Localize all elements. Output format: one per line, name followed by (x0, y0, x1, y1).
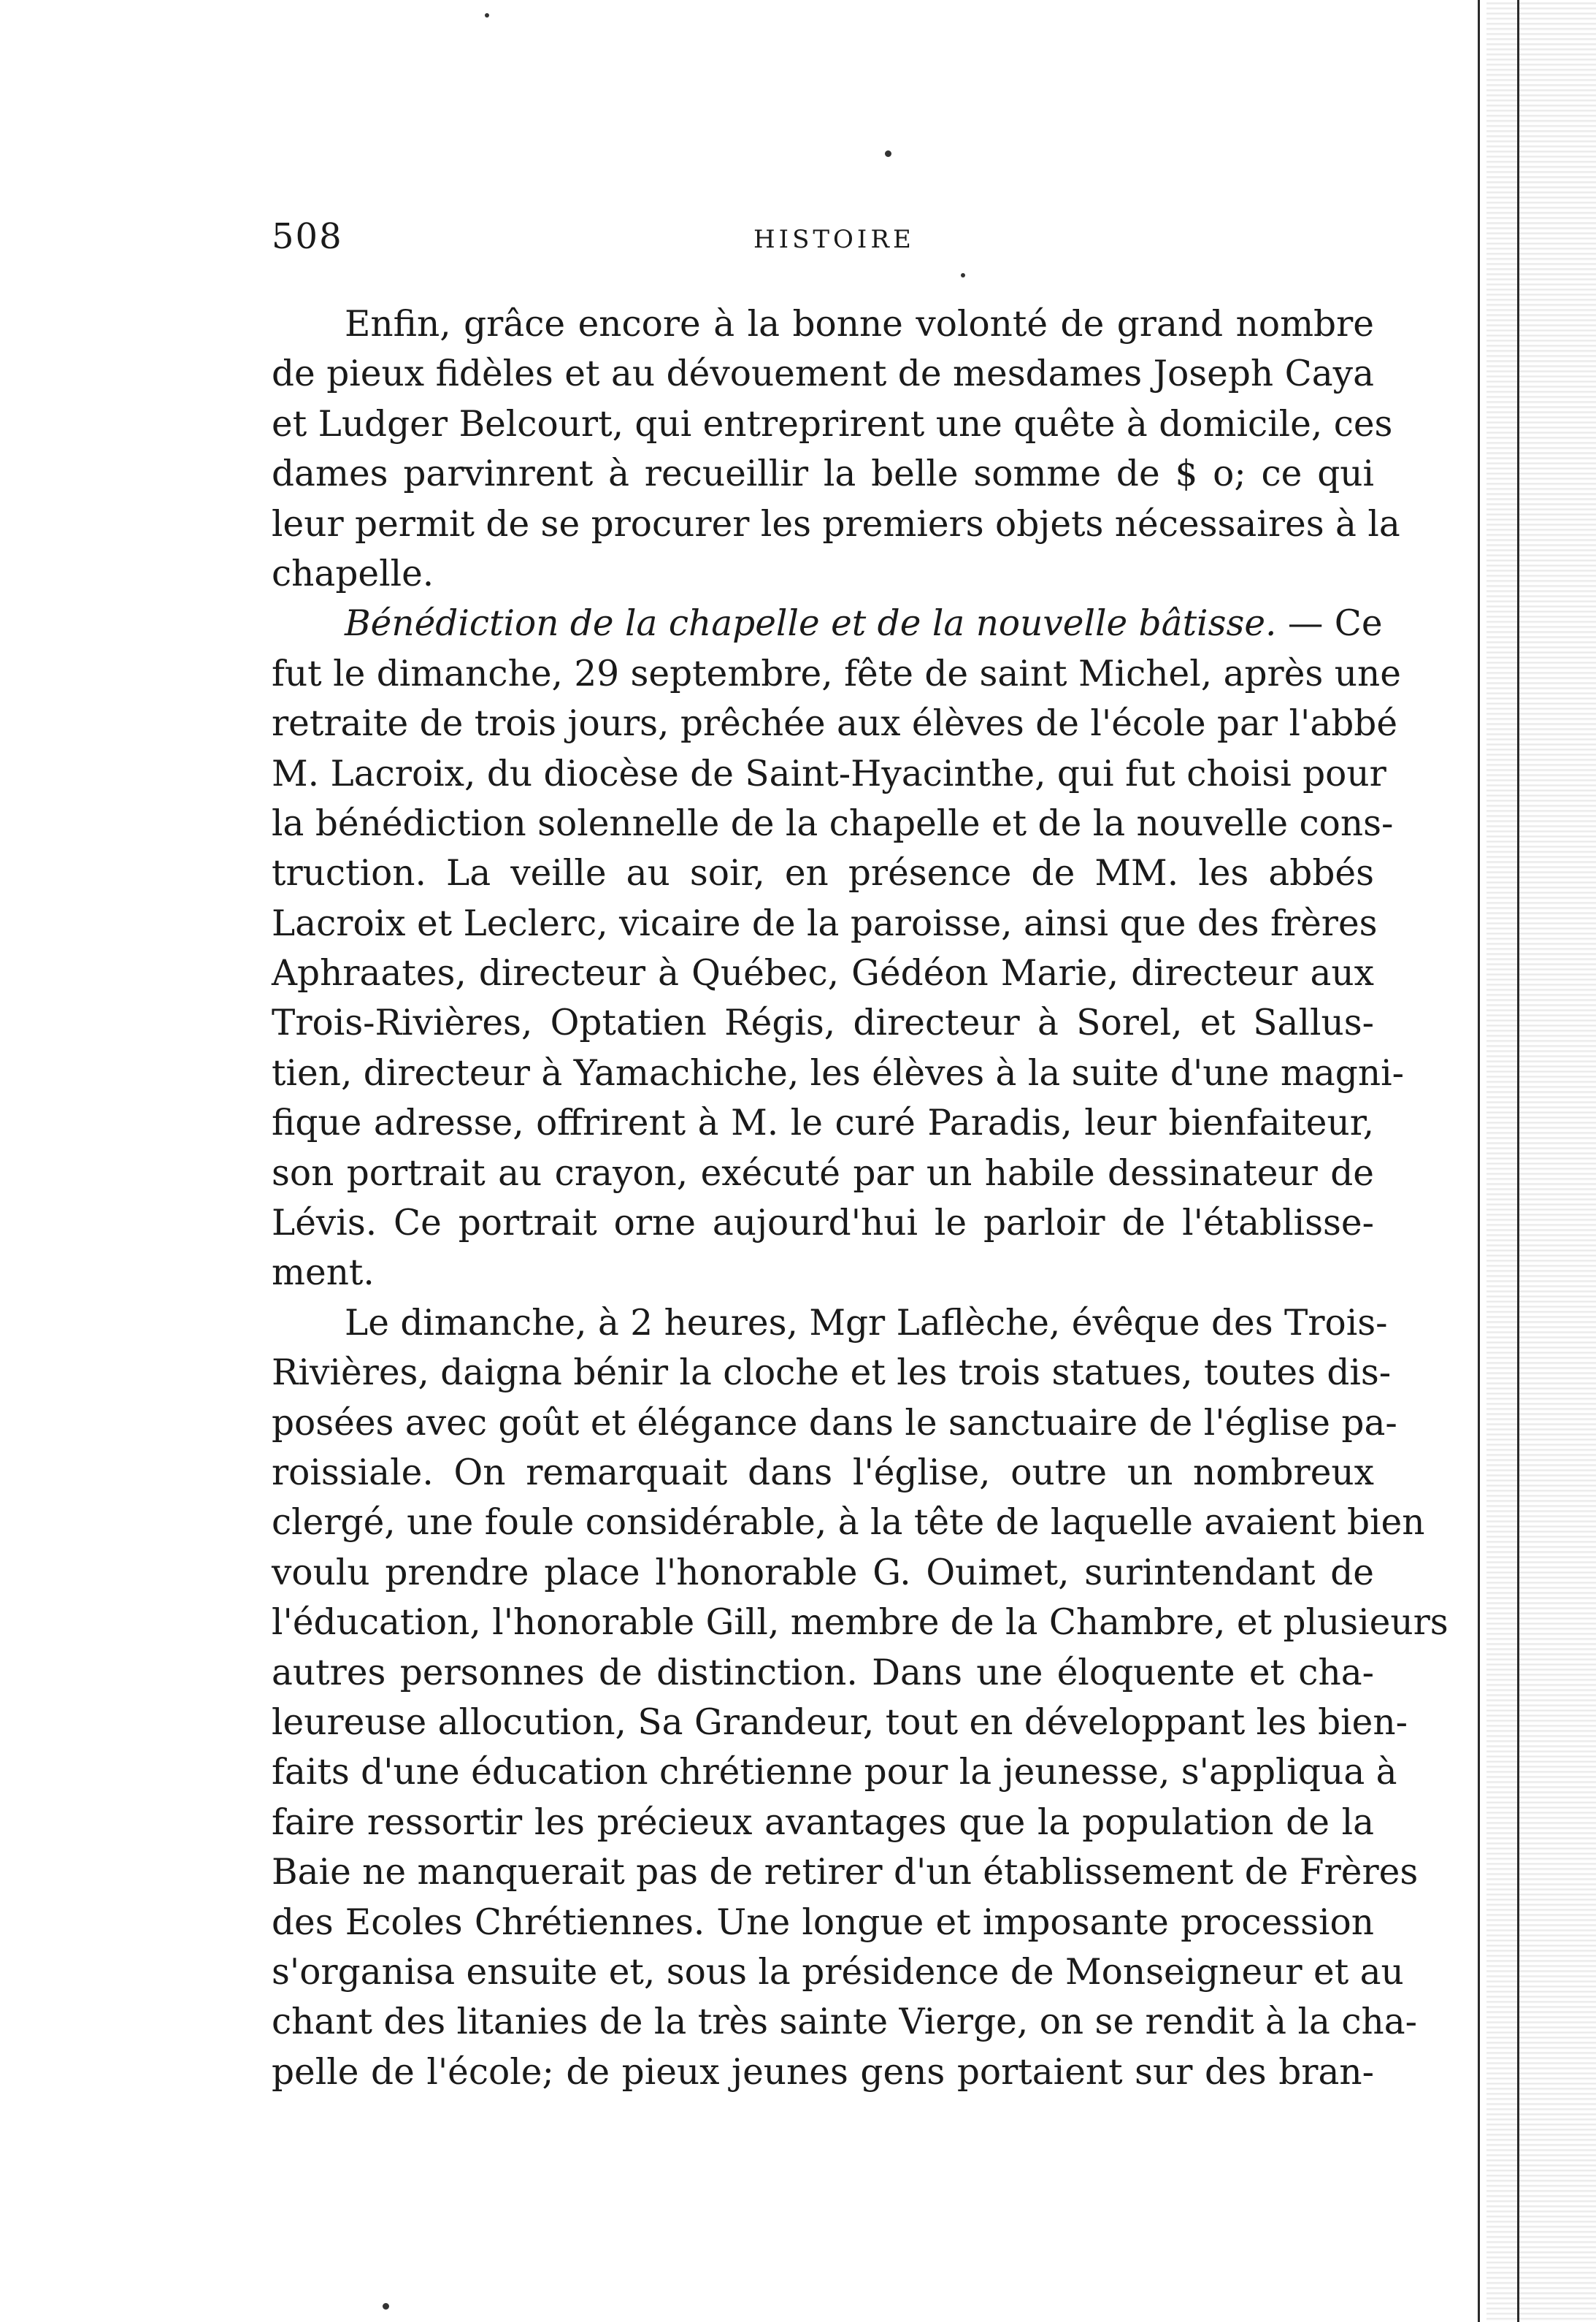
text-line: truction. La veille au soir, en présence de MM. les abbés (272, 853, 1374, 894)
text-line: son portrait au crayon, exécuté par un habile dessinateur de (272, 1152, 1374, 1194)
scan-speck (383, 2303, 389, 2310)
page-edge-line (1478, 0, 1480, 2322)
text-line: posées avec goût et élégance dans le sanctuaire de l'église pa- (272, 1402, 1397, 1444)
scan-speck (961, 273, 965, 277)
text-line: fique adresse, offrirent à M. le curé Paradis, leur bienfaiteur, (272, 1103, 1374, 1144)
text-line: Aphraates, directeur à Québec, Gédéon Marie, directeur aux (272, 953, 1374, 995)
text-line: s'organisa ensuite et, sous la présidence de Monseigneur et au (272, 1951, 1404, 1993)
section-title: Bénédiction de la chapelle et de la nouvelle bâtisse. (345, 603, 1277, 645)
text-line: ment. (272, 1252, 375, 1294)
text-line: Le dimanche, à 2 heures, Mgr Laflèche, évêque des Trois- (345, 1302, 1388, 1344)
text-line: leur permit de se procurer les premiers objets nécessaires à la (272, 503, 1400, 545)
paragraph-1 (272, 299, 1400, 599)
text-line: Rivières, daigna bénir la cloche et les trois statues, toutes dis- (272, 1352, 1392, 1394)
text-line: autres personnes de distinction. Dans une éloquente et cha- (272, 1652, 1374, 1693)
text-line: Lévis. Ce portrait orne aujourd'hui le parloir de l'établisse- (272, 1203, 1374, 1244)
page-edge-scan (1486, 0, 1596, 2322)
text-line: l'éducation, l'honorable Gill, membre de la Chambre, et plusieurs (272, 1602, 1449, 1644)
page-header (272, 216, 1396, 267)
section-heading-line (272, 599, 1383, 648)
text-line: faits d'une éducation chrétienne pour la jeunesse, s'appliqua à (272, 1752, 1397, 1793)
text-line: faire ressortir les précieux avantages que la population de la (272, 1801, 1374, 1843)
text-line: retraite de trois jours, prêchée aux élèves de l'école par l'abbé (272, 703, 1398, 745)
text-line: et Ludger Belcourt, qui entreprirent une quête à domicile, ces (272, 403, 1393, 445)
text-line: leureuse allocution, Sa Grandeur, tout en développant les bien- (272, 1701, 1408, 1743)
text-line: des Ecoles Chrétiennes. Une longue et imposante procession (272, 1901, 1374, 1943)
text-line: M. Lacroix, du diocèse de Saint-Hyacinthe, qui fut choisi pour (272, 753, 1386, 794)
text-line: pelle de l'école; de pieux jeunes gens portaient sur des bran- (272, 2051, 1374, 2093)
page-number: 508 (272, 216, 343, 257)
scan-speck (885, 150, 891, 157)
text-line: la bénédiction solennelle de la chapelle et de la nouvelle cons- (272, 802, 1394, 844)
text-line: chant des litanies de la très sainte Vierge, on se rendit à la cha- (272, 2001, 1418, 2043)
paragraph-3 (272, 1298, 1449, 2097)
text-line: de pieux fidèles et au dévouement de mesdames Joseph Caya (272, 353, 1374, 395)
section-title-rest: — Ce (1276, 603, 1383, 645)
page-edge-line (1517, 0, 1519, 2322)
text-line: dames parvinrent à recueillir la belle somme de $ o; ce qui (272, 453, 1374, 495)
text-line: Trois-Rivières, Optatien Régis, directeur à Sorel, et Sallus- (272, 1003, 1374, 1044)
text-line: Enfin, grâce encore à la bonne volonté de grand nombre (345, 304, 1374, 345)
running-head: HISTOIRE (753, 225, 915, 254)
text-line: chapelle. (272, 553, 434, 594)
text-line: tien, directeur à Yamachiche, les élèves à la suite d'une magni- (272, 1052, 1404, 1094)
text-line: roissiale. On remarquait dans l'église, outre un nombreux (272, 1452, 1374, 1493)
scan-speck (485, 13, 489, 18)
text-line: Baie ne manquerait pas de retirer d'un établissement de Frères (272, 1852, 1419, 1893)
paragraph-2 (272, 599, 1404, 1298)
text-line: Lacroix et Leclerc, vicaire de la paroisse, ainsi que des frères (272, 903, 1378, 944)
text-line: voulu prendre place l'honorable G. Ouimet, surintendant de (272, 1552, 1374, 1593)
text-line: clergé, une foule considérable, à la tête de laquelle avaient bien (272, 1502, 1425, 1544)
body-text (272, 299, 1449, 2097)
text-line: fut le dimanche, 29 septembre, fête de saint Michel, après une (272, 653, 1401, 694)
